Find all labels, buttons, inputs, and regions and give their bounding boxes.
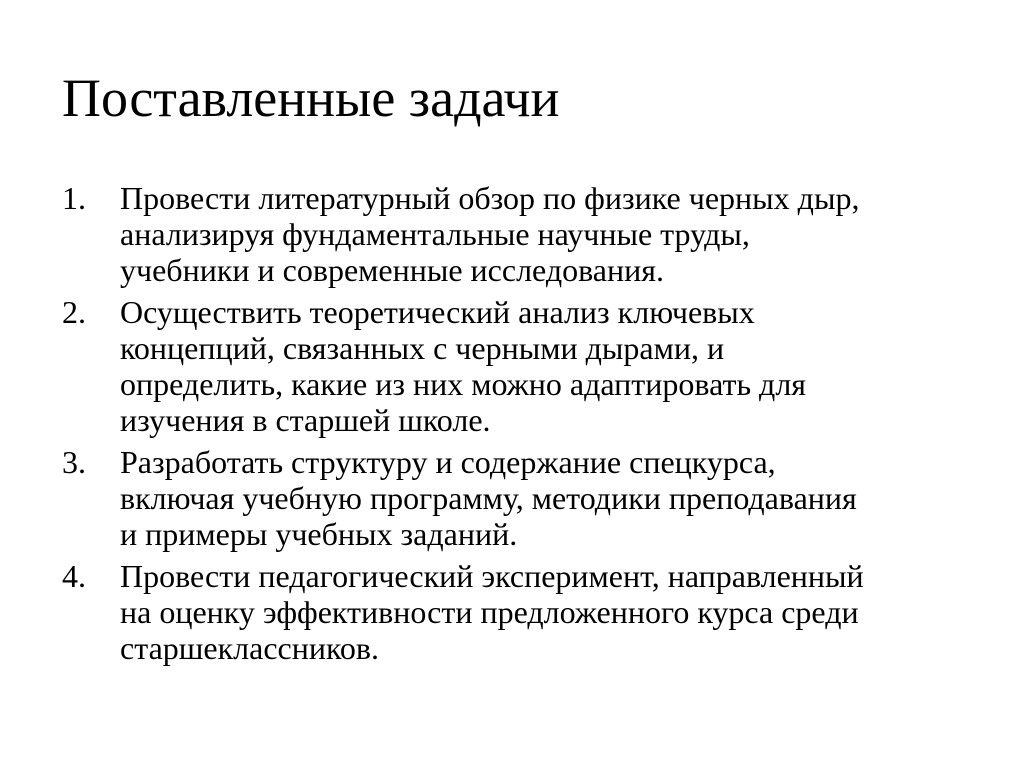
- task-line: концепций, связанных с черными дырами, и: [120, 330, 725, 366]
- task-number: 1.: [62, 180, 86, 216]
- task-item-4: [62, 558, 962, 666]
- task-line: изучения в старшей школе.: [120, 402, 491, 438]
- task-list: [62, 180, 962, 672]
- task-number: 4.: [62, 558, 86, 594]
- task-line: на оценку эффективности предложенного курса среди: [120, 594, 859, 630]
- task-item-1: [62, 180, 962, 288]
- task-item-2: [62, 294, 962, 438]
- task-line: Разработать структуру и содержание спецкурса,: [120, 444, 776, 480]
- task-line: Осуществить теоретический анализ ключевых: [120, 294, 755, 330]
- task-line: определить, какие из них можно адаптировать для: [120, 366, 807, 402]
- task-line: учебники и современные исследования.: [120, 252, 664, 288]
- task-line: и примеры учебных заданий.: [120, 516, 518, 552]
- task-line: Провести педагогический эксперимент, направленный: [120, 558, 864, 594]
- task-line: анализируя фундаментальные научные труды,: [120, 216, 750, 252]
- task-item-3: [62, 444, 962, 552]
- task-line: включая учебную программу, методики преподавания: [120, 480, 857, 516]
- task-number: 3.: [62, 444, 86, 480]
- task-line: Провести литературный обзор по физике черных дыр,: [120, 180, 860, 216]
- task-line: старшеклассников.: [120, 630, 380, 666]
- task-number: 2.: [62, 294, 86, 330]
- slide-title: Поставленные задачи: [62, 68, 560, 128]
